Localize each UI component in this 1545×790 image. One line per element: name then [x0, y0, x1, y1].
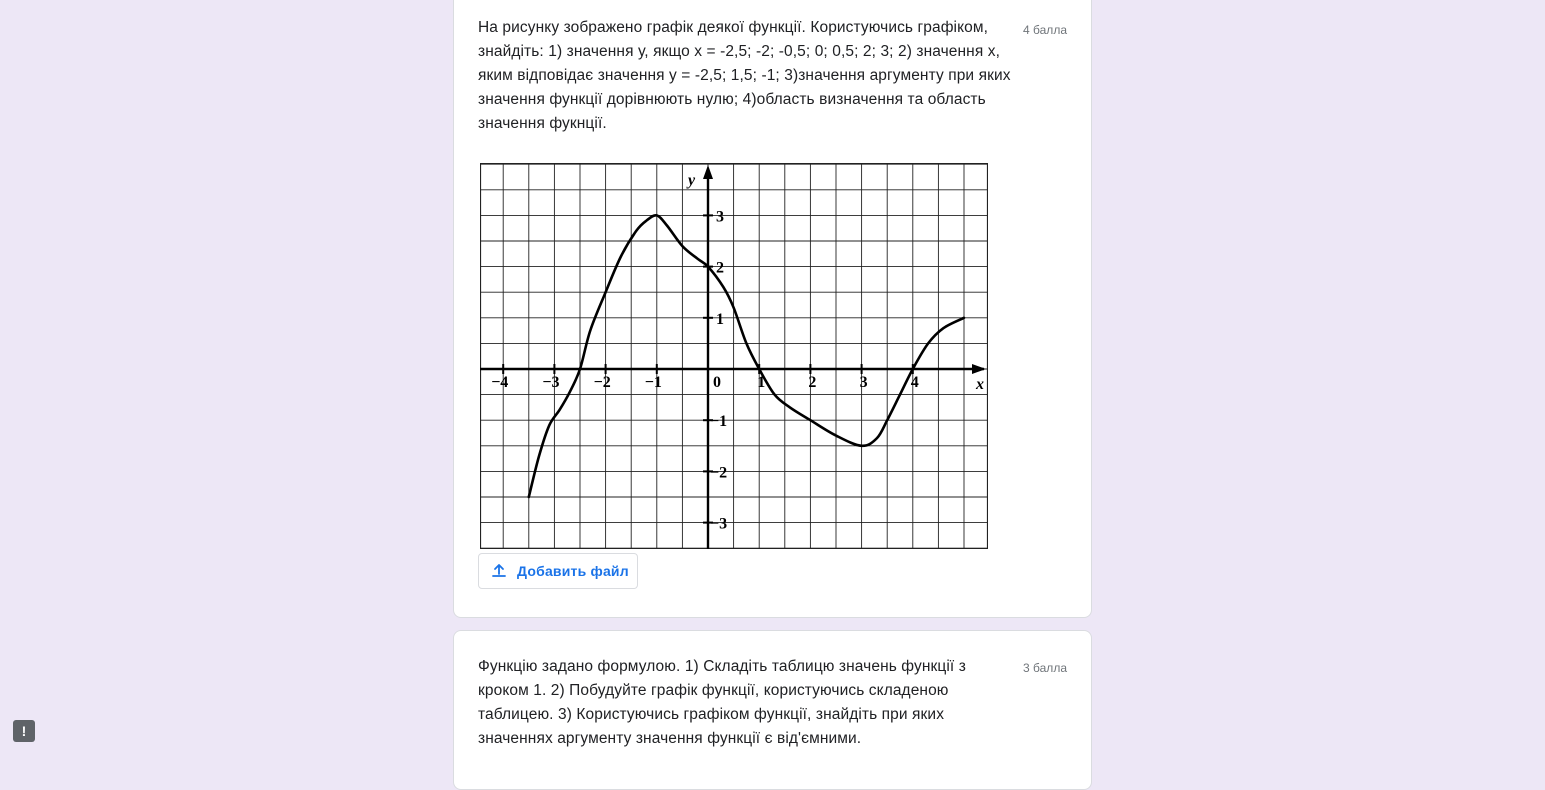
- y-tick-label: −3: [710, 515, 728, 533]
- points-label: 3 балла: [1023, 661, 1067, 675]
- x-tick-label: 3: [859, 374, 868, 391]
- x-tick-label: −4: [491, 374, 509, 391]
- x-axis-label: x: [976, 376, 984, 393]
- question-text: На рисунку зображено графік деякої функції. Користуючись графіком, знайдіть: 1) значення у, якщо х = -2,5; -2; -0,5; 0; 0,5; 2; 3; 2) значення х, яким відповідає значення у = -2,5; 1,5; -1; 3)значення аргументу при яких значення функції дорівнюють нулю; 4)область визначення та область значення фукнції.: [478, 19, 1011, 132]
- exclamation-icon: !: [21, 723, 27, 739]
- y-axis-arrow: [703, 165, 713, 179]
- y-tick-label: −2: [710, 464, 728, 482]
- x-tick-label: −1: [644, 374, 662, 391]
- question-card-2: [453, 630, 1092, 790]
- x-tick-label: −2: [593, 374, 611, 391]
- y-tick-label: 1: [716, 310, 724, 328]
- y-axis-label: y: [688, 172, 696, 189]
- x-tick-label: 4: [910, 374, 919, 391]
- y-tick-label: 3: [716, 208, 724, 226]
- y-tick-label: −1: [710, 413, 728, 431]
- x-tick-label: 2: [808, 374, 817, 391]
- function-graph-image: [480, 163, 988, 549]
- question-text: Функцію задано формулою. 1) Складіть таблицю значень функції з кроком 1. 2) Побудуйте графік функції, користуючись складеною таблицею. 3) Користуючись графіком функції, знайдіть при яких значеннях аргументу значення функції є від'ємними.: [478, 658, 966, 747]
- add-file-label: Добавить файл: [517, 563, 629, 579]
- x-tick-label: 1: [757, 374, 766, 391]
- y-tick-label: 2: [716, 259, 724, 277]
- origin-label: 0: [713, 374, 721, 391]
- x-tick-label: −3: [542, 374, 560, 391]
- x-axis-arrow: [972, 364, 986, 374]
- question-card-1: [453, 0, 1092, 618]
- report-issue-button[interactable]: [13, 720, 35, 742]
- points-label: 4 балла: [1023, 23, 1067, 37]
- upload-icon: [491, 563, 507, 579]
- function-curve: [529, 215, 964, 497]
- add-file-button[interactable]: [478, 553, 638, 589]
